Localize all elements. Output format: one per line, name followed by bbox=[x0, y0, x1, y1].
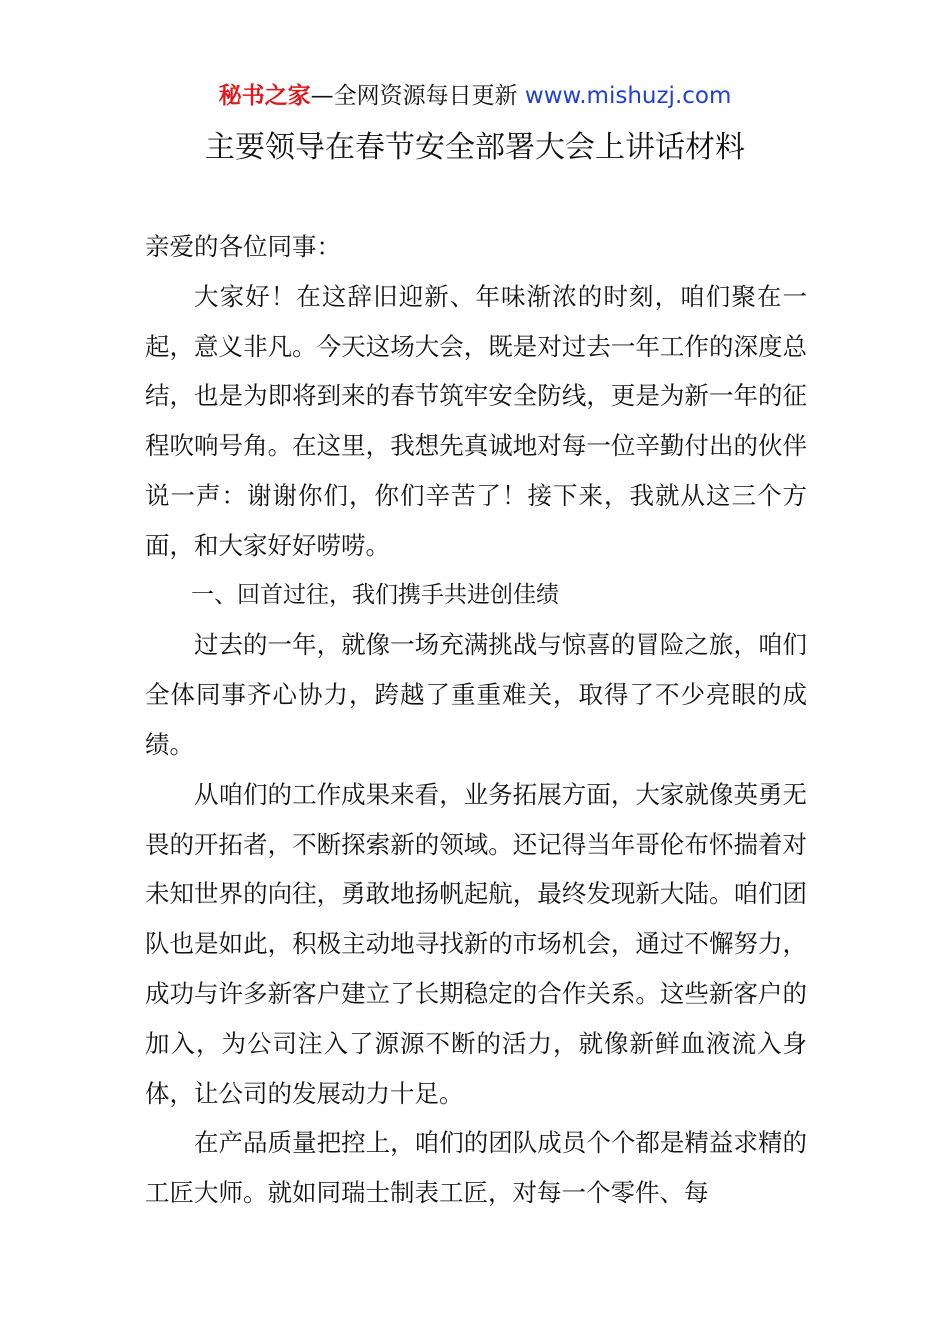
body-paragraph: 从咱们的工作成果来看，业务拓展方面，大家就像英勇无畏的开拓者，不断探索新的领域。还记得当年哥伦布怀揣着对未知世界的向往，勇敢地扬帆起航，最终发现新大陆。咱们团队也是如此，积极主动地寻找新的市场机会，通过不懈努力，成功与许多新客户建立了长期稳定的合作关系。这些新客户的加入，为公司注入了源源不断的活力，就像新鲜血液流入身体，让公司的发展动力十足。 bbox=[145, 779, 807, 1108]
document-title: 主要领导在春节安全部署大会上讲话材料 bbox=[205, 130, 745, 165]
site-header bbox=[0, 80, 950, 112]
document-body bbox=[145, 222, 807, 1218]
site-url[interactable]: www.mishuzj.com bbox=[524, 83, 732, 109]
body-paragraph: 在产品质量把控上，咱们的团队成员个个都是精益求精的工匠大师。就如同瑞士制表工匠，对每一个零件、每 bbox=[145, 1128, 807, 1208]
site-tagline: —全网资源每日更新 bbox=[310, 83, 518, 109]
brand-name: 秘书之家 bbox=[218, 83, 311, 109]
section-heading: 一、回首过往，我们携手共进创佳绩 bbox=[191, 581, 559, 608]
body-paragraph: 过去的一年，就像一场充满挑战与惊喜的冒险之旅，咱们全体同事齐心协力，跨越了重重难关，取得了不少亮眼的成绩。 bbox=[145, 630, 807, 759]
greeting-line: 亲爱的各位同事： bbox=[145, 232, 341, 261]
body-paragraph: 大家好！在这辞旧迎新、年味渐浓的时刻，咱们聚在一起，意义非凡。今天这场大会，既是对过去一年工作的深度总结，也是为即将到来的春节筑牢安全防线，更是为新一年的征程吹响号角。在这里，我想先真诚地对每一位辛勤付出的伙伴说一声：谢谢你们，你们辛苦了！接下来，我就从这三个方面，和大家好好唠唠。 bbox=[145, 281, 807, 560]
